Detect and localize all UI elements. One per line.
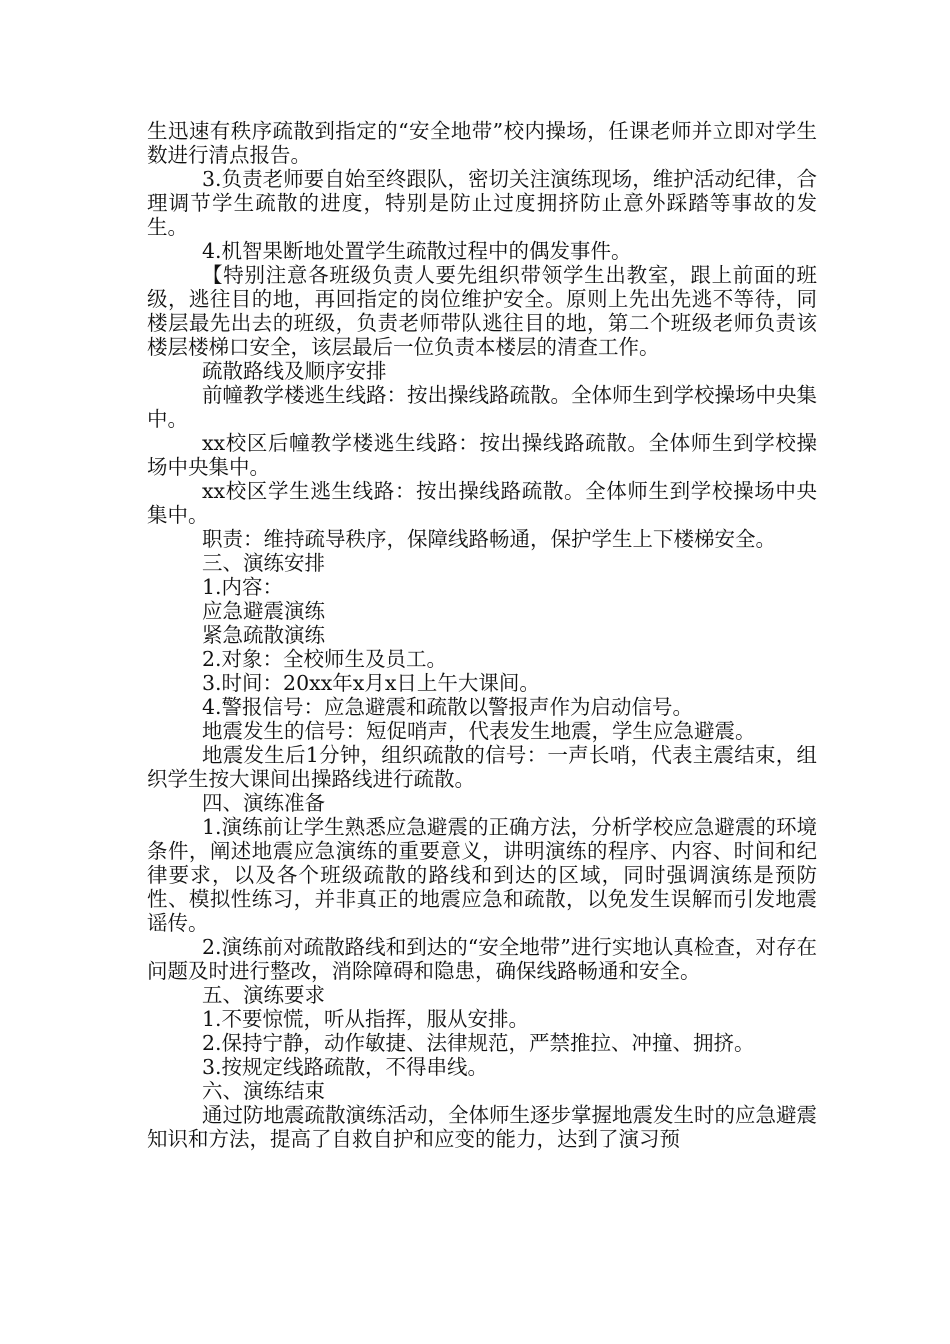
paragraph: 2.保持宁静，动作敏捷、法律规范，严禁推拉、冲撞、拥挤。 — [202, 1031, 755, 1055]
paragraph: 六、演练结束 — [202, 1079, 325, 1103]
paragraph: 地震发生的信号：短促哨声，代表发生地震，学生应急避震。 — [202, 719, 756, 743]
paragraph: 职责：维持疏导秩序，保障线路畅通，保护学生上下楼梯安全。 — [202, 527, 776, 551]
paragraph: xx校区后幢教学楼逃生线路：按出操线路疏散。全体师生到学校操场中央集中。 — [147, 431, 817, 479]
paragraph: 三、演练安排 — [202, 551, 325, 575]
paragraph: 4.警报信号：应急避震和疏散以警报声作为启动信号。 — [202, 695, 694, 719]
paragraph: 1.不要惊慌，听从指挥，服从安排。 — [202, 1007, 530, 1031]
paragraph: 4.机智果断地处置学生疏散过程中的偶发事件。 — [202, 239, 632, 263]
paragraph: 3.时间：20xx年x月x日上午大课间。 — [202, 671, 540, 695]
paragraph: 四、演练准备 — [202, 791, 325, 815]
paragraph: 【特别注意各班级负责人要先组织带领学生出教室，跟上前面的班级，逃往目的地，再回指定的岗位维护安全。原则上先出先逃不等待，同楼层最先出去的班级，负责老师带队逃往目的地，第二个班级老师负责该楼层楼梯口安全，该层最后一位负责本楼层的清查工作。 — [147, 263, 817, 359]
paragraph: 地震发生后1分钟，组织疏散的信号：一声长哨，代表主震结束，组织学生按大课间出操路线进行疏散。 — [147, 743, 817, 791]
paragraph: 应急避震演练 — [202, 599, 325, 623]
paragraph: 2.演练前对疏散路线和到达的“安全地带”进行实地认真检查，对存在问题及时进行整改，消除障碍和隐患，确保线路畅通和安全。 — [147, 935, 817, 983]
paragraph: 2.对象：全校师生及员工。 — [202, 647, 448, 671]
paragraph: xx校区学生逃生线路：按出操线路疏散。全体师生到学校操场中央集中。 — [147, 479, 817, 527]
paragraph: 3.按规定线路疏散，不得串线。 — [202, 1055, 489, 1079]
paragraph: 通过防地震疏散演练活动，全体师生逐步掌握地震发生时的应急避震知识和方法，提高了自救自护和应变的能力，达到了演习预 — [147, 1103, 817, 1151]
paragraph: 前幢教学楼逃生线路：按出操线路疏散。全体师生到学校操场中央集中。 — [147, 383, 817, 431]
paragraph: 生迅速有秩序疏散到指定的“安全地带”校内操场，任课老师并立即对学生数进行清点报告。 — [147, 119, 817, 167]
document-body — [147, 119, 817, 1151]
paragraph: 疏散路线及顺序安排 — [202, 359, 387, 383]
paragraph: 1.内容： — [202, 575, 284, 599]
paragraph: 1.演练前让学生熟悉应急避震的正确方法，分析学校应急避震的环境条件，阐述地震应急演练的重要意义，讲明演练的程序、内容、时间和纪律要求，以及各个班级疏散的路线和到达的区域，同时强调演练是预防性、模拟性练习，并非真正的地震应急和疏散，以免发生误解而引发地震谣传。 — [147, 815, 817, 935]
paragraph: 3.负责老师要自始至终跟队，密切关注演练现场，维护活动纪律，合理调节学生疏散的进度，特别是防止过度拥挤防止意外踩踏等事故的发生。 — [147, 167, 817, 239]
paragraph: 五、演练要求 — [202, 983, 325, 1007]
paragraph: 紧急疏散演练 — [202, 623, 325, 647]
